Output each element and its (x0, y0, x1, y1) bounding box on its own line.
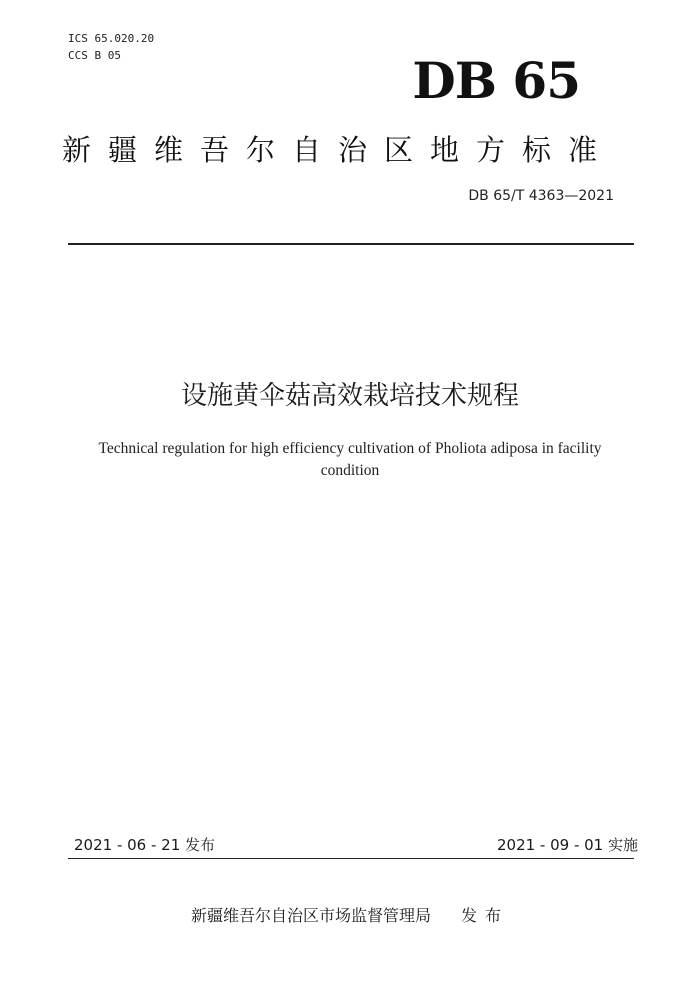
classification-codes (68, 30, 154, 64)
issue-date: 2021 - 06 - 21 发布 (74, 836, 216, 854)
publisher-line (0, 904, 700, 928)
ics-code: ICS 65.020.20 (68, 32, 155, 45)
document-title-chinese: 设施黄伞菇高效栽培技术规程 (180, 381, 519, 411)
publisher-action: 发布 (461, 906, 510, 925)
implementation-date: 2021 - 09 - 01 实施 (496, 836, 638, 854)
standard-authority: 新疆维吾尔自治区地方标准 (62, 133, 615, 167)
header-divider (68, 243, 634, 245)
db65-logo: DB 65 (412, 51, 580, 110)
document-title-english (80, 438, 620, 482)
standard-number: DB 65/T 4363—2021 (468, 188, 614, 204)
english-title-line-2: condition (320, 462, 380, 479)
ccs-code: CCS B 05 (68, 49, 121, 62)
footer-divider (68, 858, 634, 859)
publisher-name: 新疆维吾尔自治区市场监督管理局 (190, 906, 431, 925)
english-title-line-1: Technical regulation for high efficiency cultivation of Pholiota adiposa in facility (98, 440, 602, 457)
